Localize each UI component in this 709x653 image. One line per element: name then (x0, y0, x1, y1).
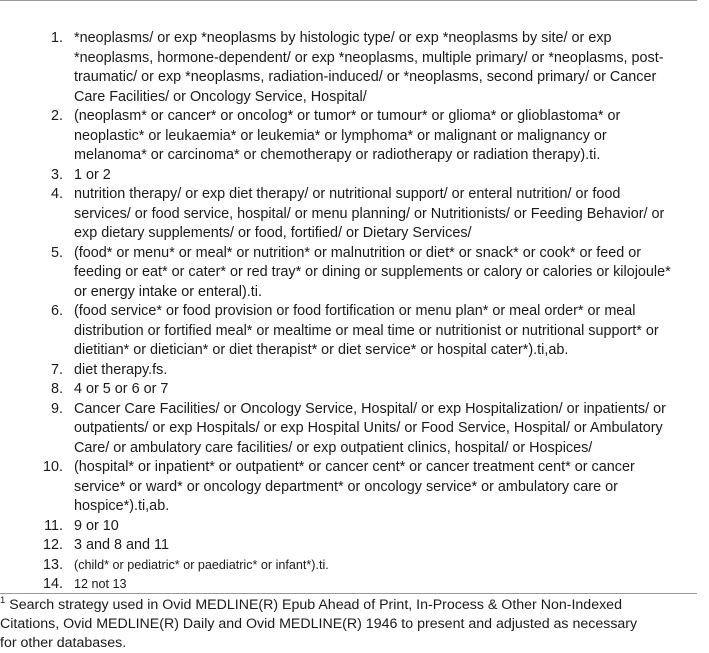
strategy-item-line: diet therapy.fs. (74, 361, 168, 378)
footnote (0, 596, 705, 653)
strategy-item-number: 10. (42, 459, 63, 475)
strategy-item-line: service* or ward* or oncology department* or oncology service* or ambulatory care or (74, 478, 618, 495)
top-rule (0, 0, 697, 1)
strategy-item-line: feeding or eat* or cater* or red tray* or dining or supplements or calory or calories or kilojoule* (74, 264, 671, 280)
strategy-item-line: Care Facilities/ or Oncology Service, Hospital/ (74, 88, 367, 105)
strategy-item (0, 517, 709, 537)
strategy-item (0, 107, 709, 166)
strategy-item-line: 9 or 10 (74, 517, 119, 534)
strategy-item (0, 302, 709, 361)
strategy-item (0, 29, 709, 107)
strategy-item-line: 3 and 8 and 11 (74, 537, 169, 553)
strategy-item-number: 14. (42, 576, 63, 592)
strategy-item (0, 575, 709, 595)
strategy-item (0, 380, 709, 400)
strategy-item-line: or energy intake or enteral).ti. (74, 283, 262, 300)
strategy-item-line: (hospital* or inpatient* or outpatient* or cancer cent* or cancer treatment cent* or cancer (74, 459, 635, 475)
strategy-item-line: 1 or 2 (74, 166, 111, 183)
strategy-item-line: Care/ or ambulatory care facilities/ or exp outpatient clinics, hospital/ or Hospices/ (74, 439, 593, 456)
strategy-item (0, 244, 709, 303)
strategy-item-number: 9. (50, 400, 63, 417)
search-strategy-list (0, 29, 709, 595)
strategy-item-line: (food* or menu* or meal* or nutrition* or malnutrition or diet* or snack* or cook* or feed or (74, 244, 642, 261)
strategy-item-line: *neoplasms/ or exp *neoplasms by histologic type/ or exp *neoplasms by site/ or exp (74, 30, 612, 46)
strategy-item-line: Cancer Care Facilities/ or Oncology Service, Hospital/ or exp Hospitalization/ or inpatients/ or (74, 400, 666, 417)
strategy-item-number: 11. (44, 517, 63, 534)
strategy-item (0, 361, 709, 381)
strategy-item-line: distribution or fortified meal* or mealtime or meal time or nutritionist or nutritional support* or (74, 322, 659, 339)
strategy-item-line: (neoplasm* or cancer* or oncolog* or tumor* or tumour* or glioma* or glioblastoma* or (74, 108, 621, 124)
strategy-item-number: 6. (50, 303, 63, 319)
strategy-item-number: 5. (50, 244, 63, 261)
footnote-line-3: for other databases. (0, 635, 127, 651)
strategy-item-number: 12. (42, 537, 63, 553)
strategy-item-number: 3. (50, 166, 63, 183)
strategy-item-number: 7. (50, 361, 63, 378)
strategy-item (0, 536, 709, 556)
strategy-item-number: 1. (50, 30, 63, 46)
strategy-item-number: 8. (50, 381, 63, 397)
strategy-item-line: dietitian* or dietician* or diet therapist* or diet service* or hospital cater*).ti,ab. (74, 342, 569, 358)
strategy-item-line: (child* or pediatric* or paediatric* or infant*).ti. (74, 557, 329, 572)
strategy-item-line: melanoma* or carcinoma* or chemotherapy or radiotherapy or radiation therapy).ti. (74, 147, 601, 163)
strategy-item (0, 166, 709, 186)
strategy-item (0, 556, 709, 576)
strategy-item-line: exp dietary supplements/ or food, fortified/ or Dietary Services/ (74, 225, 472, 241)
strategy-item-line: (food service* or food provision or food fortification or menu plan* or meal order* or meal (74, 303, 636, 319)
strategy-item-line: traumatic/ or exp *neoplasms, radiation-induced/ or *neoplasms, second primary/ or Cancer (74, 69, 657, 85)
footnote-text-1: Search strategy used in Ovid MEDLINE(R) Epub Ahead of Print, In-Process & Other Non-Indexed (5, 597, 622, 613)
strategy-item (0, 185, 709, 244)
strategy-item-line: services/ or food service, hospital/ or menu planning/ or Nutritionists/ or Feeding Behavior/ or (74, 205, 665, 222)
strategy-item-line: 4 or 5 or 6 or 7 (74, 381, 169, 397)
footnote-rule (0, 593, 697, 594)
strategy-item-number: 2. (50, 108, 63, 124)
strategy-item-number: 4. (50, 186, 63, 202)
strategy-item-line: nutrition therapy/ or exp diet therapy/ or nutritional support/ or enteral nutrition/ or food (74, 186, 621, 202)
footnote-line-2: Citations, Ovid MEDLINE(R) Daily and Ovid MEDLINE(R) 1946 to present and adjusted as necessary (0, 616, 638, 632)
strategy-item-line: *neoplasms, hormone-dependent/ or exp *neoplasms, multiple primary/ or *neoplasms, post- (74, 49, 664, 66)
strategy-item-line: 12 not 13 (74, 577, 127, 591)
strategy-item-line: outpatients/ or exp Hospitals/ or exp Hospital Units/ or Food Service, Hospital/ or Ambulatory (74, 420, 663, 436)
strategy-item-line: neoplastic* or leukaemia* or leukemia* or lymphoma* or malignant or malignancy or (74, 127, 607, 144)
strategy-item-number: 13. (42, 556, 63, 573)
footnote-mark: 1 (0, 595, 6, 606)
footnote-line-1 (0, 596, 705, 615)
strategy-item-line: hospice*).ti,ab. (74, 498, 170, 514)
strategy-item (0, 400, 709, 459)
strategy-item (0, 458, 709, 517)
